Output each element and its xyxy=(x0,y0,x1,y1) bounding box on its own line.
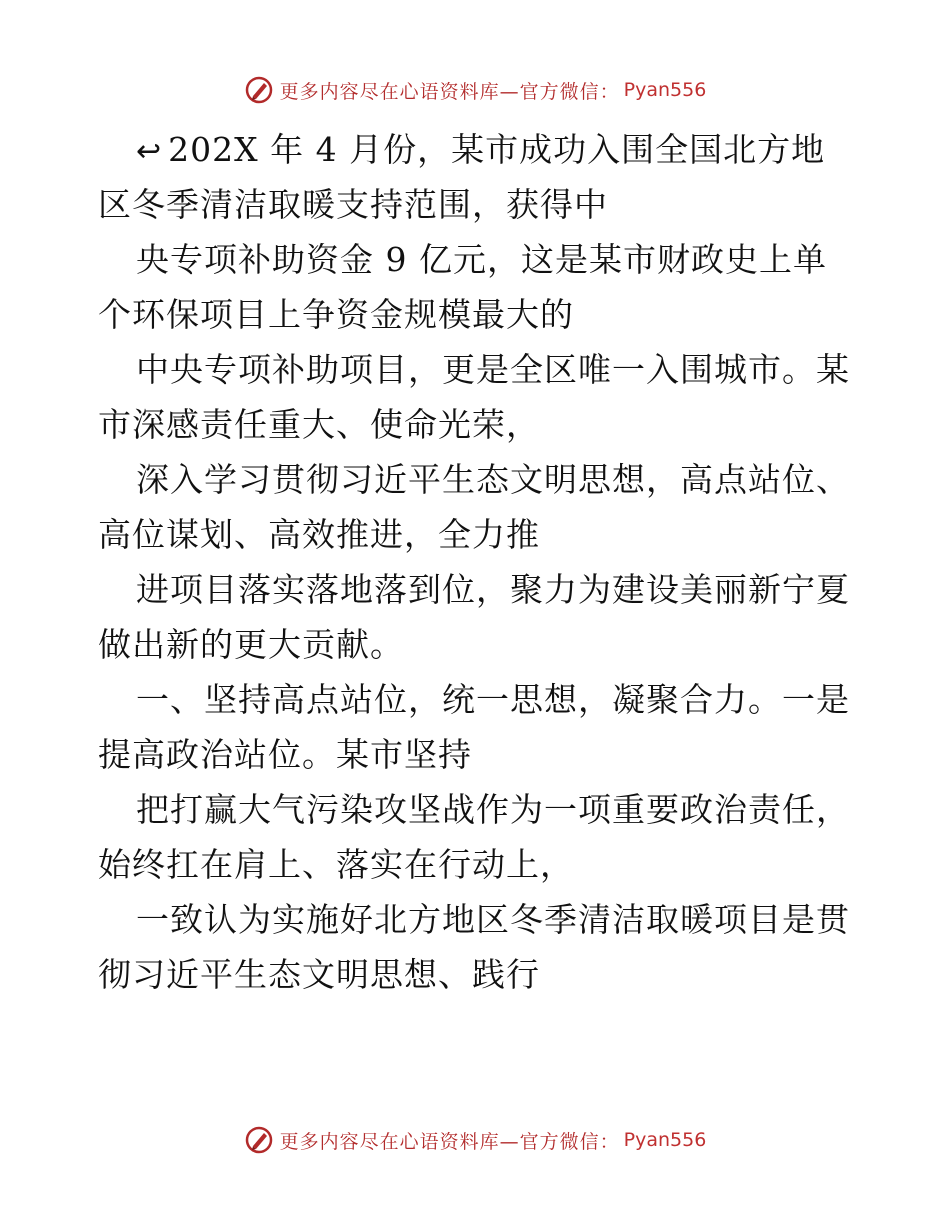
text-line: 做出新的更大贡献。 xyxy=(98,625,404,664)
text-line: 进项目落实落地落到位，聚力为建设美丽新宁夏 xyxy=(136,570,850,609)
footer-text: 更多内容尽在心语资料库—官方微信： xyxy=(279,1130,620,1153)
text-line: 个环保项目上争资金规模最大的 xyxy=(98,295,574,334)
pen-logo-icon xyxy=(244,1125,274,1155)
bullet-icon: ↩ xyxy=(136,134,163,169)
header-wechat-id: Pyan556 xyxy=(623,79,707,101)
footer-banner xyxy=(0,1120,950,1160)
text-line: 一致认为实施好北方地区冬季清洁取暖项目是贯 xyxy=(136,900,850,939)
text-line: 央专项补助资金 9 亿元，这是某市财政史上单 xyxy=(136,240,827,279)
footer-wechat-id: Pyan556 xyxy=(623,1129,707,1151)
text-line: 深入学习贯彻习近平生态文明思想，高点站位、 xyxy=(136,460,850,499)
pen-logo-icon xyxy=(244,75,274,105)
text-line: 高位谋划、高效推进，全力推 xyxy=(98,515,540,554)
document-body xyxy=(98,122,858,1002)
header-text: 更多内容尽在心语资料库—官方微信： xyxy=(279,80,620,103)
text-line: 把打赢大气污染攻坚战作为一项重要政治责任， xyxy=(136,790,850,829)
text-line: 市深感责任重大、使命光荣， xyxy=(98,405,540,444)
text-line: 彻习近平生态文明思想、践行 xyxy=(98,955,540,994)
text-line: 区冬季清洁取暖支持范围，获得中 xyxy=(98,185,608,224)
text-line: 中央专项补助项目，更是全区唯一入围城市。某 xyxy=(136,350,850,389)
text-line: 一、坚持高点站位，统一思想，凝聚合力。一是 xyxy=(136,680,850,719)
header-banner xyxy=(0,70,950,110)
text-line: ↩ 202X 年 4 月份，某市成功入围全国北方地 xyxy=(98,122,858,177)
text-line: 提高政治站位。某市坚持 xyxy=(98,735,472,774)
text-line: 始终扛在肩上、落实在行动上， xyxy=(98,845,574,884)
